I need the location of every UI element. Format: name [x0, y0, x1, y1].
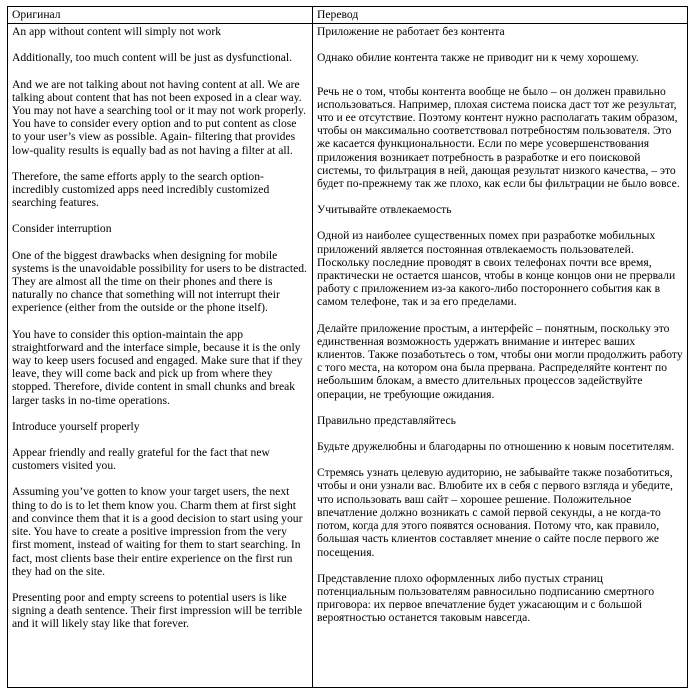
original-heading-introduce: Introduce yourself properly — [12, 419, 140, 433]
original-paragraph: You have to consider this option-maintain the app straightforward and the interface simple, because it is the only way to keep users focused and engaged. Make sure that if they leave, they will come back and pick up from where they stopped. Therefore, divide content in small chunks and break larger tasks in no-time operations. — [12, 327, 303, 407]
translation-heading-introduce: Правильно представляйтесь — [317, 413, 456, 427]
translation-column — [313, 24, 688, 688]
translation-table — [7, 6, 688, 688]
original-paragraph: Presenting poor and empty screens to potential users is like signing a death sentence. Their first impression will be terrible and it will likely stay like that forever. — [12, 590, 303, 631]
translation-paragraph: Однако обилие контента также не приводит ни к чему хорошему. — [317, 51, 639, 65]
translation-paragraph: Делайте приложение простым, а интерфейс – понятным, поскольку это единственная возможность удержать внимание и интерес ваших клиентов. Также позаботьтесь о том, чтобы они могли продолжить работу с того места, на котором она была прервана. Распределяйте контент по небольшим блокам, а вместо длительных процессов задействуйте операции, не требующие ожидания. — [317, 321, 683, 401]
translation-paragraph: Представление плохо оформленных либо пустых страниц потенциальным пользователям равносильно подписанию смертного приговора: их первое впечатление будет ужасающим и с большой вероятностью останется таковым навсегда. — [317, 571, 655, 625]
original-paragraph: Additionally, too much content will be just as dysfunctional. — [12, 51, 293, 65]
translation-paragraph: Речь не о том, чтобы контента вообще не было – он должен правильно использоваться. Например, плохая система поиска даст тот же результат, что и ее отсутствие. Поэтому контент нужно располагать таким образом, чтобы он максимально соответствовал потребностям пользователя. Это же касается функциональности. Если по мере усовершенствования приложения возникает потребность в разработке и его поисковой системы, то фильтрация в ней, дающая результат низкого качества, – это будет по-прежнему так же плохо, как если бы фильтрации не было вовсе. — [317, 84, 680, 191]
original-paragraph: Assuming you’ve gotten to know your target users, the next thing to do is to let them know you. Charm them at first sight and convince them that it is a good decision to start using your site. You have to create a positive impression from the very first moment, instead of waiting for them to start searching. In fact, most clients base their entire experience on the first run they had on the site. — [12, 485, 303, 578]
original-paragraph-title: An app without content will simply not work — [12, 25, 221, 39]
original-column — [8, 24, 313, 688]
header-translation: Перевод — [313, 7, 688, 24]
translation-paragraph-title: Приложение не работает без контента — [317, 25, 505, 39]
header-original: Оригинал — [8, 7, 313, 24]
translation-paragraph: Будьте дружелюбны и благодарны по отношению к новым посетителям. — [317, 440, 675, 454]
table-header-row — [8, 7, 688, 24]
original-heading-interruption: Consider interruption — [12, 222, 112, 236]
translation-paragraph: Стремясь узнать целевую аудиторию, не забывайте также позаботиться, чтобы и они узнали вас. Влюбите их в себя с первого взгляда и убедите, что использовать ваш сайт – хорошее решение. Положительное впечатление должно возникать с самой первой секунды, а не когда-то потом, когда для этого появятся основания. Потому что, как правило, большая часть клиентов составляет мнение о сайте после первого же посещения. — [317, 466, 673, 559]
original-paragraph: And we are not talking about not having content at all. We are talking about content that has not been exposed in a clear way. You may not have a searching tool or it may not work properly. You have to consider every option and to put content as close to your user’s view as possible. Again- filtering that provides low-quality results is equally bad as not having a filter at all. — [12, 77, 306, 157]
translation-heading-distraction: Учитывайте отвлекаемость — [317, 203, 452, 217]
translation-paragraph: Одной из наиболее существенных помех при разработке мобильных приложений является постоянная отвлекаемость пользователей. Поскольку последние проводят в своих телефонах почти все время, практически не остается шансов, чтобы в конце концов они не прервали работу с приложением из-за какого-либо постороннего события как в самом телефоне, так и за его пределами. — [317, 229, 676, 309]
original-paragraph: One of the biggest drawbacks when designing for mobile systems is the unavoidable possibility for users to be distracted. They are almost all the time on their phones and there is naturally no chance that something will not interrupt their experience (either from the outside or the phone itself). — [12, 248, 307, 315]
table-body-row — [8, 24, 688, 688]
original-paragraph: Therefore, the same efforts apply to the search option- incredibly customized apps need incredibly customized searching features. — [12, 169, 270, 210]
original-paragraph: Appear friendly and really grateful for the fact that new customers visited you. — [12, 446, 270, 473]
